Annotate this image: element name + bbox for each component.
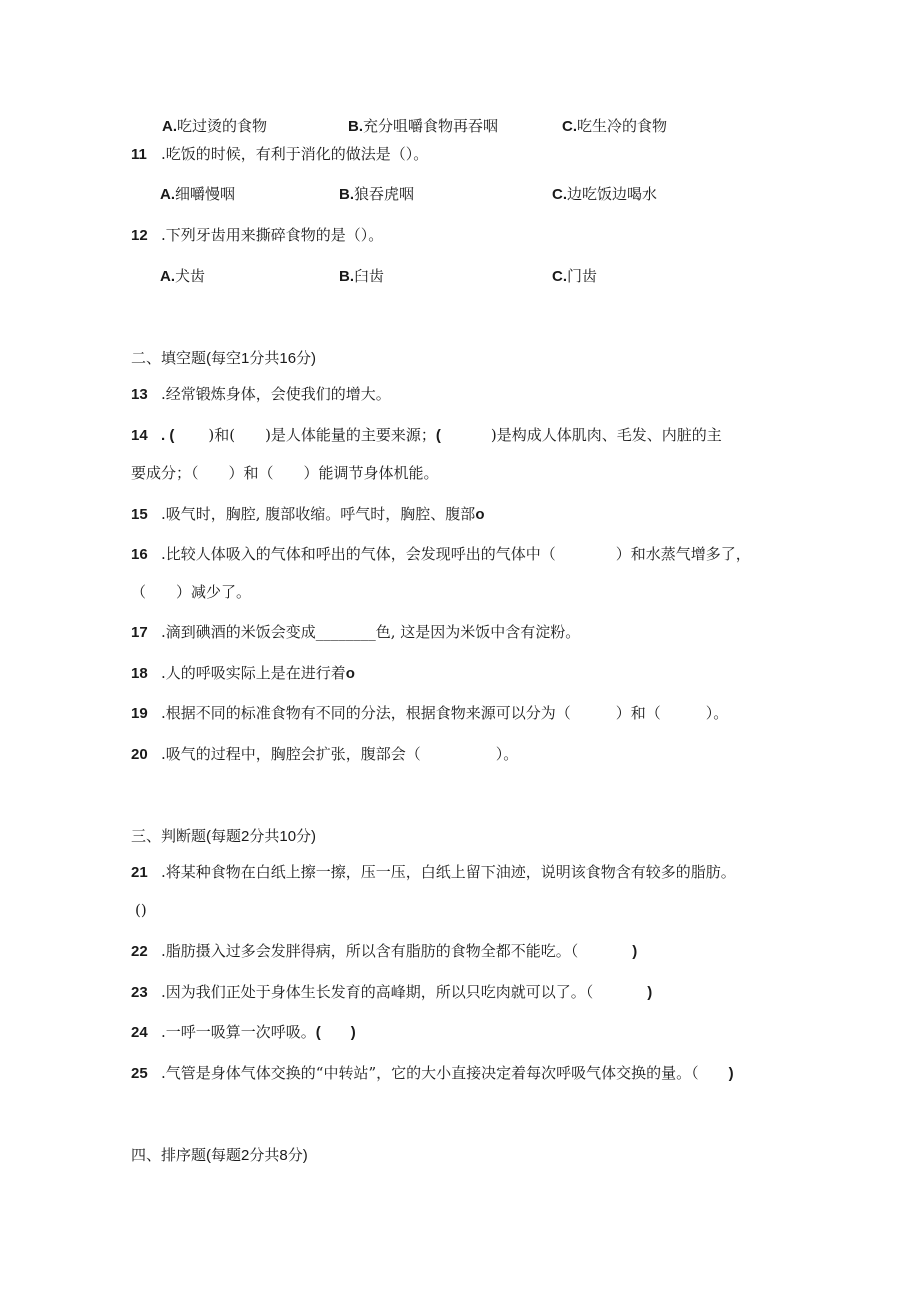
q12-option-a — [160, 266, 205, 287]
question-number: 11 — [131, 146, 147, 163]
question-14-continued — [131, 463, 439, 483]
question-22 — [131, 941, 637, 962]
question-text: .吸气时，胸腔, 腹部收缩。呼气时，胸腔、腹部 — [161, 505, 476, 523]
question-number: 12 — [131, 227, 148, 244]
q12-option-b — [339, 266, 384, 287]
option-letter: C. — [552, 268, 567, 285]
answer-brackets: ( ) — [315, 1024, 356, 1041]
question-18 — [131, 663, 355, 684]
option-text: 犬齿 — [175, 267, 206, 285]
question-text: （ ）减少了。 — [131, 583, 252, 601]
question-text: .根据不同的标准食物有不同的分法，根据食物来源可以分为（ ）和（ ）。 — [161, 704, 729, 722]
question-17 — [131, 622, 580, 643]
question-text: .气管是身体气体交换的“中转站”，它的大小直接决定着每次呼吸气体交换的量。（ — [161, 1064, 699, 1082]
q10-option-c — [562, 116, 667, 137]
question-number: 24 — [131, 1024, 148, 1041]
option-letter: C. — [562, 118, 577, 135]
question-25 — [131, 1063, 734, 1084]
question-12 — [131, 225, 383, 246]
question-number: 16 — [131, 546, 148, 563]
question-text: .人的呼吸实际上是在进行着 — [161, 664, 346, 682]
question-text: )是构成人体肌肉、毛发、内脏的主 — [490, 426, 722, 444]
question-number: 21 — [131, 864, 148, 881]
option-text: 臼齿 — [354, 267, 385, 285]
period-mark: o — [475, 506, 485, 523]
question-number: 13 — [131, 386, 148, 403]
section-points: (每题2分共8分) — [206, 1147, 308, 1164]
question-23 — [131, 982, 652, 1003]
blank-open: ( — [435, 427, 441, 444]
question-20 — [131, 744, 518, 765]
option-letter: B. — [339, 186, 354, 203]
question-number: 22 — [131, 943, 148, 960]
question-text: )和( — [208, 426, 236, 444]
question-text: .一呼一吸算一次呼吸。 — [161, 1023, 316, 1041]
option-letter: B. — [339, 268, 354, 285]
section-heading-fill-in — [131, 348, 316, 369]
question-16-continued — [131, 582, 251, 602]
q11-option-b — [339, 184, 414, 205]
question-number: 23 — [131, 984, 148, 1001]
option-letter: B. — [348, 118, 363, 135]
option-letter: A. — [160, 268, 175, 285]
option-text: 充分咀嚼食物再吞咽 — [363, 117, 499, 135]
question-number: 19 — [131, 705, 148, 722]
question-15 — [131, 504, 484, 525]
section-heading-true-false — [131, 826, 316, 847]
question-text: .吸气的过程中，胸腔会扩张，腹部会（ ）。 — [161, 745, 519, 763]
section-heading-ordering — [131, 1145, 308, 1166]
question-number: 25 — [131, 1065, 148, 1082]
option-text: 狼吞虎咽 — [354, 185, 415, 203]
question-19 — [131, 703, 728, 724]
section-title: 三、判断题 — [131, 827, 207, 845]
question-text: .比较人体吸入的气体和呼出的气体，会发现呼出的气体中（ ）和水蒸气增多了， — [161, 545, 751, 563]
question-text: .脂肪摄入过多会发胖得病，所以含有脂肪的食物全都不能吃。（ — [161, 942, 579, 960]
q10-option-b — [348, 116, 498, 137]
answer-bracket-close: ) — [647, 984, 653, 1001]
answer-bracket-close: ) — [632, 943, 638, 960]
answer-bracket-close: ) — [728, 1065, 734, 1082]
option-text: 门齿 — [567, 267, 598, 285]
question-text: .滴到碘酒的米饭会变成________色, 这是因为米饭中含有淀粉。 — [161, 623, 581, 641]
question-11 — [131, 144, 428, 165]
question-14 — [131, 425, 722, 446]
question-text: .将某种食物在白纸上擦一擦，压一压，白纸上留下油迹，说明该食物含有较多的脂肪。 — [161, 863, 736, 881]
option-letter: A. — [162, 118, 177, 135]
question-number: 15 — [131, 506, 148, 523]
question-text: .经常锻炼身体，会使我们的增大。 — [161, 385, 391, 403]
option-text: 吃生冷的食物 — [577, 117, 668, 135]
question-21-continued — [135, 900, 147, 920]
q11-option-a — [160, 184, 235, 205]
question-number: 18 — [131, 665, 148, 682]
question-text: )是人体能量的主要来源； — [265, 426, 436, 444]
question-number: 17 — [131, 624, 148, 641]
period-mark: o — [345, 665, 355, 682]
question-number: 20 — [131, 746, 148, 763]
answer-brackets: () — [135, 901, 147, 919]
question-text: .因为我们正处于身体生长发育的高峰期，所以只吃肉就可以了。（ — [161, 983, 594, 1001]
question-text: 要成分；（ ）和（ ）能调节身体机能。 — [131, 464, 439, 482]
question-number: 14 — [131, 427, 148, 444]
q10-option-a — [162, 116, 267, 137]
section-points: (每题2分共10分) — [206, 828, 317, 845]
question-21 — [131, 862, 736, 883]
option-text: 细嚼慢咽 — [175, 185, 236, 203]
question-16 — [131, 544, 751, 565]
blank-open: . ( — [161, 427, 175, 444]
section-title: 二、填空题 — [131, 349, 207, 367]
q11-option-c — [552, 184, 657, 205]
question-24 — [131, 1022, 356, 1043]
question-13 — [131, 384, 391, 405]
option-text: 边吃饭边喝水 — [567, 185, 658, 203]
option-text: 吃过烫的食物 — [177, 117, 268, 135]
section-points: (每空1分共16分) — [206, 350, 317, 367]
option-letter: C. — [552, 186, 567, 203]
section-title: 四、排序题 — [131, 1146, 207, 1164]
question-text: .吃饭的时候，有利于消化的做法是（）。 — [161, 145, 429, 163]
q12-option-c — [552, 266, 597, 287]
option-letter: A. — [160, 186, 175, 203]
question-text: .下列牙齿用来撕碎食物的是（）。 — [161, 226, 384, 244]
